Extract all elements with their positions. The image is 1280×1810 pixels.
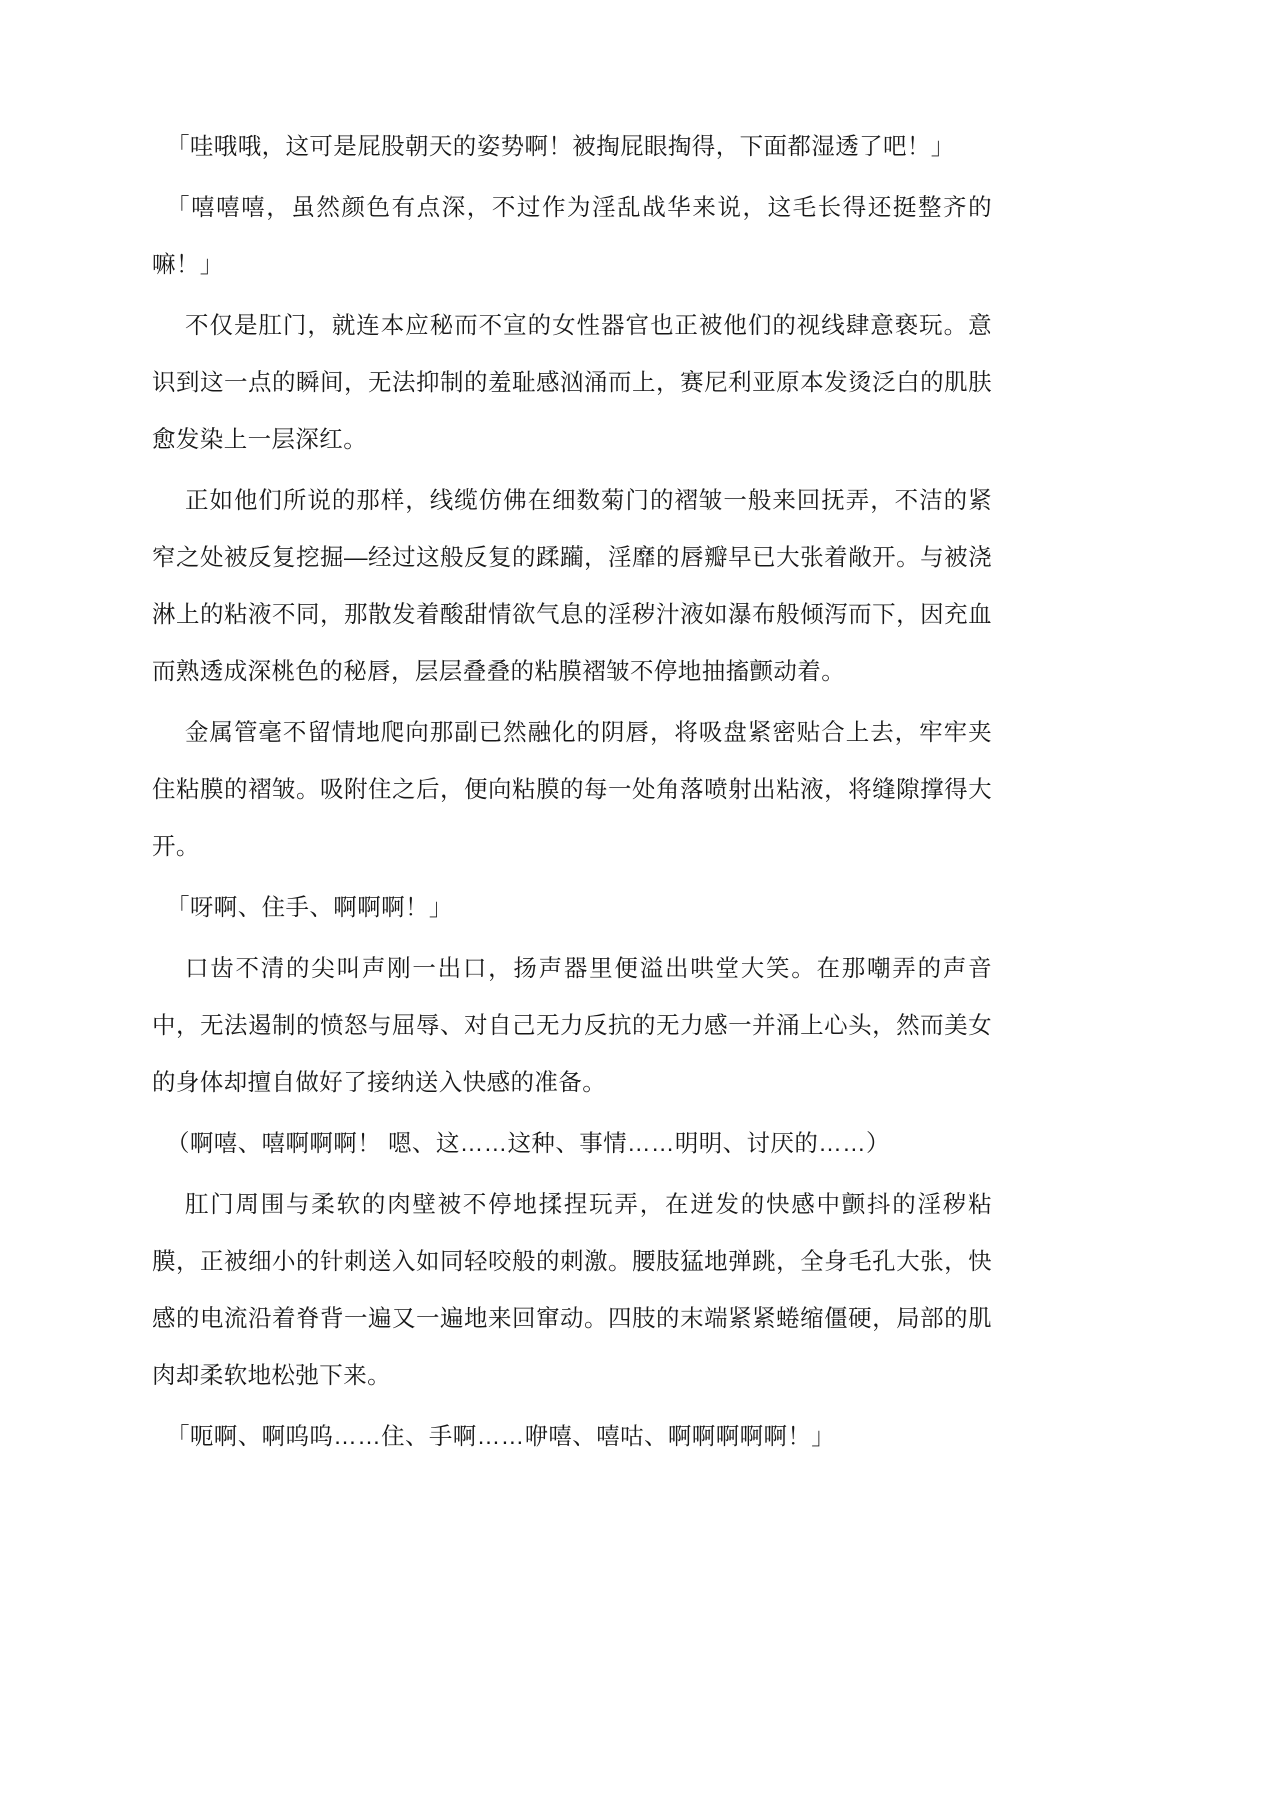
paragraph: 不仅是肛门，就连本应秘而不宣的女性器官也正被他们的视线肆意亵玩。意识到这一点的瞬间，无法抑制的羞耻感汹涌而上，赛尼利亚原本发烫泛白的肌肤愈发染上一层深红。: [152, 312, 992, 452]
paragraph: 金属管毫不留情地爬向那副已然融化的阴唇，将吸盘紧密贴合上去，牢牢夹住粘膜的褶皱。吸附住之后，便向粘膜的每一处角落喷射出粘液，将缝隙撑得大开。: [152, 719, 992, 859]
document-body: [152, 118, 992, 1469]
paragraph: 肛门周围与柔软的肉壁被不停地揉捏玩弄，在迸发的快感中颤抖的淫秽粘膜，正被细小的针刺送入如同轻咬般的刺激。腰肢猛地弹跳，全身毛孔大张，快感的电流沿着脊背一遍又一遍地来回窜动。四肢的末端紧紧蜷缩僵硬，局部的肌肉却柔软地松弛下来。: [152, 1191, 992, 1388]
paragraph: （啊嘻、嘻啊啊啊！ 嗯、这……这种、事情……明明、讨厌的……）: [166, 1130, 890, 1156]
paragraph: 「哇哦哦，这可是屁股朝天的姿势啊！被掏屁眼掏得，下面都湿透了吧！」: [166, 133, 955, 159]
paragraph: 口齿不清的尖叫声刚一出口，扬声器里便溢出哄堂大笑。在那嘲弄的声音中，无法遏制的愤怒与屈辱、对自己无力反抗的无力感一并涌上心头，然而美女的身体却擅自做好了接纳送入快感的准备。: [152, 955, 992, 1095]
paragraph: 「呃啊、啊呜呜……住、手啊……咿嘻、嘻咕、啊啊啊啊啊！」: [166, 1423, 836, 1449]
paragraph: 「嘻嘻嘻，虽然颜色有点深，不过作为淫乱战华来说，这毛长得还挺整齐的嘛！」: [152, 194, 992, 277]
paragraph: 「呀啊、住手、啊啊啊！」: [166, 894, 453, 920]
paragraph: 正如他们所说的那样，线缆仿佛在细数菊门的褶皱一般来回抚弄，不洁的紧窄之处被反复挖掘—经过这般反复的蹂躏，淫靡的唇瓣早已大张着敞开。与被浇淋上的粘液不同，那散发着酸甜情欲气息的淫秽汁液如瀑布般倾泻而下，因充血而熟透成深桃色的秘唇，层层叠叠的粘膜褶皱不停地抽搐颤动着。: [152, 487, 992, 684]
